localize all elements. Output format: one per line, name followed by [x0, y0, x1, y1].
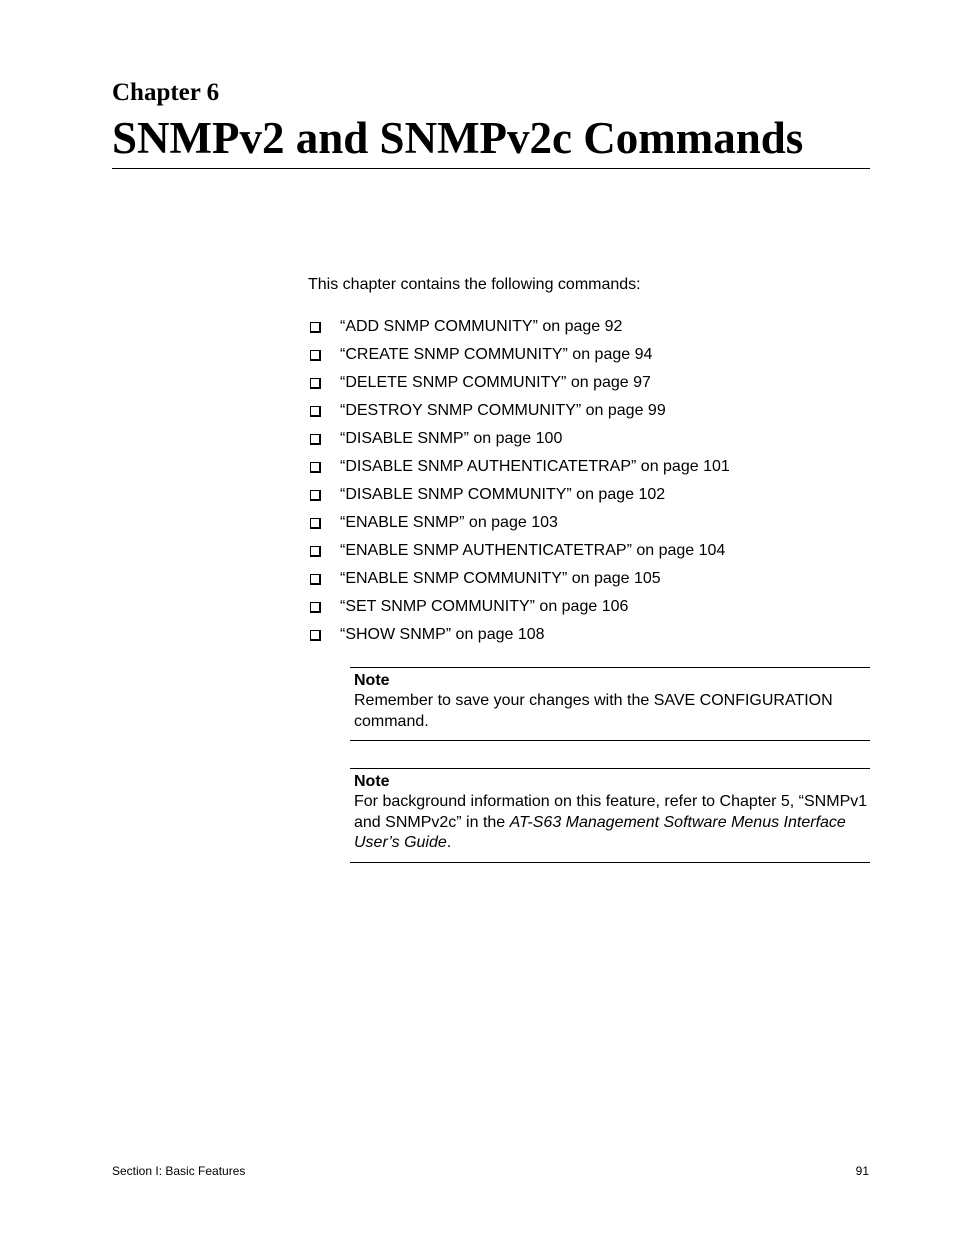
command-list	[308, 313, 868, 649]
list-item	[308, 537, 868, 565]
command-link[interactable]: “SET SNMP COMMUNITY” on page 106	[340, 598, 629, 615]
checkbox-bullet-icon	[310, 462, 321, 473]
command-link[interactable]: “DELETE SNMP COMMUNITY” on page 97	[340, 374, 651, 391]
command-link[interactable]: “DESTROY SNMP COMMUNITY” on page 99	[340, 402, 666, 419]
checkbox-bullet-icon	[310, 322, 321, 333]
note-heading: Note	[354, 773, 390, 790]
command-link[interactable]: “DISABLE SNMP COMMUNITY” on page 102	[340, 486, 666, 503]
note-body: Remember to save your changes with the SAVE CONFIGURATION command.	[354, 692, 833, 730]
checkbox-bullet-icon	[310, 602, 321, 613]
command-link[interactable]: “CREATE SNMP COMMUNITY” on page 94	[340, 346, 653, 363]
checkbox-bullet-icon	[310, 546, 321, 557]
note-body-text: For background information on this feature, refer to Chapter 5, “SNMPv1 and SNMPv2c” in the	[354, 793, 868, 831]
list-item	[308, 565, 868, 593]
checkbox-bullet-icon	[310, 406, 321, 417]
list-item	[308, 341, 868, 369]
list-item	[308, 425, 868, 453]
checkbox-bullet-icon	[310, 518, 321, 529]
intro-text: This chapter contains the following commands:	[308, 276, 641, 293]
footer-section-label: Section I: Basic Features	[112, 1164, 246, 1178]
command-link[interactable]: “ENABLE SNMP AUTHENTICATETRAP” on page 104	[340, 542, 726, 559]
note-heading: Note	[354, 672, 390, 689]
checkbox-bullet-icon	[310, 574, 321, 585]
footer-page-number: 91	[855, 1164, 869, 1178]
guide-title: AT-S63 Management Software Menus Interface User’s Guide	[354, 813, 846, 851]
list-item	[308, 593, 868, 621]
chapter-title: SNMPv2 and SNMPv2c Commands	[112, 113, 804, 163]
note-box-background-info	[350, 768, 870, 863]
note-body	[354, 792, 870, 854]
list-item	[308, 369, 868, 397]
checkbox-bullet-icon	[310, 350, 321, 361]
list-item	[308, 621, 868, 649]
list-item	[308, 481, 868, 509]
command-link[interactable]: “ENABLE SNMP COMMUNITY” on page 105	[340, 570, 661, 587]
checkbox-bullet-icon	[310, 490, 321, 501]
checkbox-bullet-icon	[310, 378, 321, 389]
list-item	[308, 453, 868, 481]
command-link[interactable]: “DISABLE SNMP” on page 100	[340, 430, 563, 447]
list-item	[308, 397, 868, 425]
title-divider	[112, 168, 870, 169]
command-link[interactable]: “ENABLE SNMP” on page 103	[340, 514, 558, 531]
note-box-save-config	[350, 667, 870, 741]
chapter-label: Chapter 6	[112, 79, 220, 106]
checkbox-bullet-icon	[310, 630, 321, 641]
note-body-end: .	[446, 834, 452, 851]
command-link[interactable]: “SHOW SNMP” on page 108	[340, 626, 545, 643]
command-link[interactable]: “DISABLE SNMP AUTHENTICATETRAP” on page 101	[340, 458, 730, 475]
command-link[interactable]: “ADD SNMP COMMUNITY” on page 92	[340, 318, 623, 335]
checkbox-bullet-icon	[310, 434, 321, 445]
list-item	[308, 509, 868, 537]
list-item	[308, 313, 868, 341]
